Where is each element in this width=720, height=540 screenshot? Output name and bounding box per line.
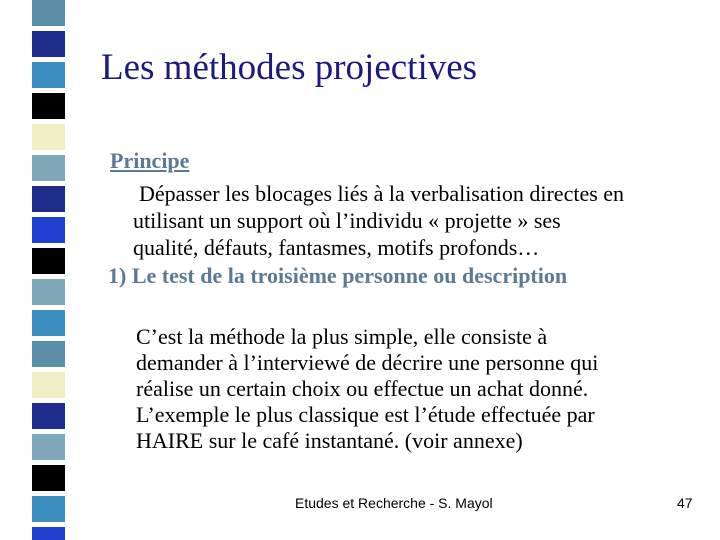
stripe-block [32,496,65,522]
slide-title: Les méthodes projectives [101,47,478,88]
method-line: L’exemple le plus classique est l’étude effectuée par [136,402,595,427]
stripe-block [32,93,65,119]
stripe-block [32,372,65,398]
stripe-block [32,403,65,429]
principle-line: utilisant un support où l’individu « projette » ses [133,208,561,233]
stripe-block [32,341,65,367]
stripe-block [32,62,65,88]
stripe-block [32,124,65,150]
method-line: HAIRE sur le café instantané. (voir annexe) [136,428,523,453]
method-heading: 1) Le test de la troisième personne ou description [108,263,568,288]
stripe-block [32,248,65,274]
method-line: C’est la méthode la plus simple, elle consiste à [136,324,548,349]
footer-author: Etudes et Recherche - S. Mayol [295,495,493,511]
principle-heading: Principe [110,148,190,173]
stripe-block [32,434,65,460]
principle-line: qualité, défauts, fantasmes, motifs profonds… [133,235,540,260]
stripe-block [32,31,65,57]
stripe-block [32,217,65,243]
stripe-block [32,527,65,540]
principle-text [133,180,693,261]
stripe-block [32,465,65,491]
stripe-block [32,310,65,336]
decorative-stripe [0,0,66,540]
method-line: demander à l’interviewé de décrire une personne qui [136,350,599,375]
principle-line: Dépasser les blocages liés à la verbalisation directes en [139,181,625,206]
method-line: réalise un certain choix ou effectue un achat donné. [136,376,589,401]
method-text [136,324,676,454]
stripe-block [32,186,65,212]
stripe-block [32,279,65,305]
stripe-block [32,155,65,181]
stripe-block [32,0,65,26]
page-number: 47 [677,495,693,511]
